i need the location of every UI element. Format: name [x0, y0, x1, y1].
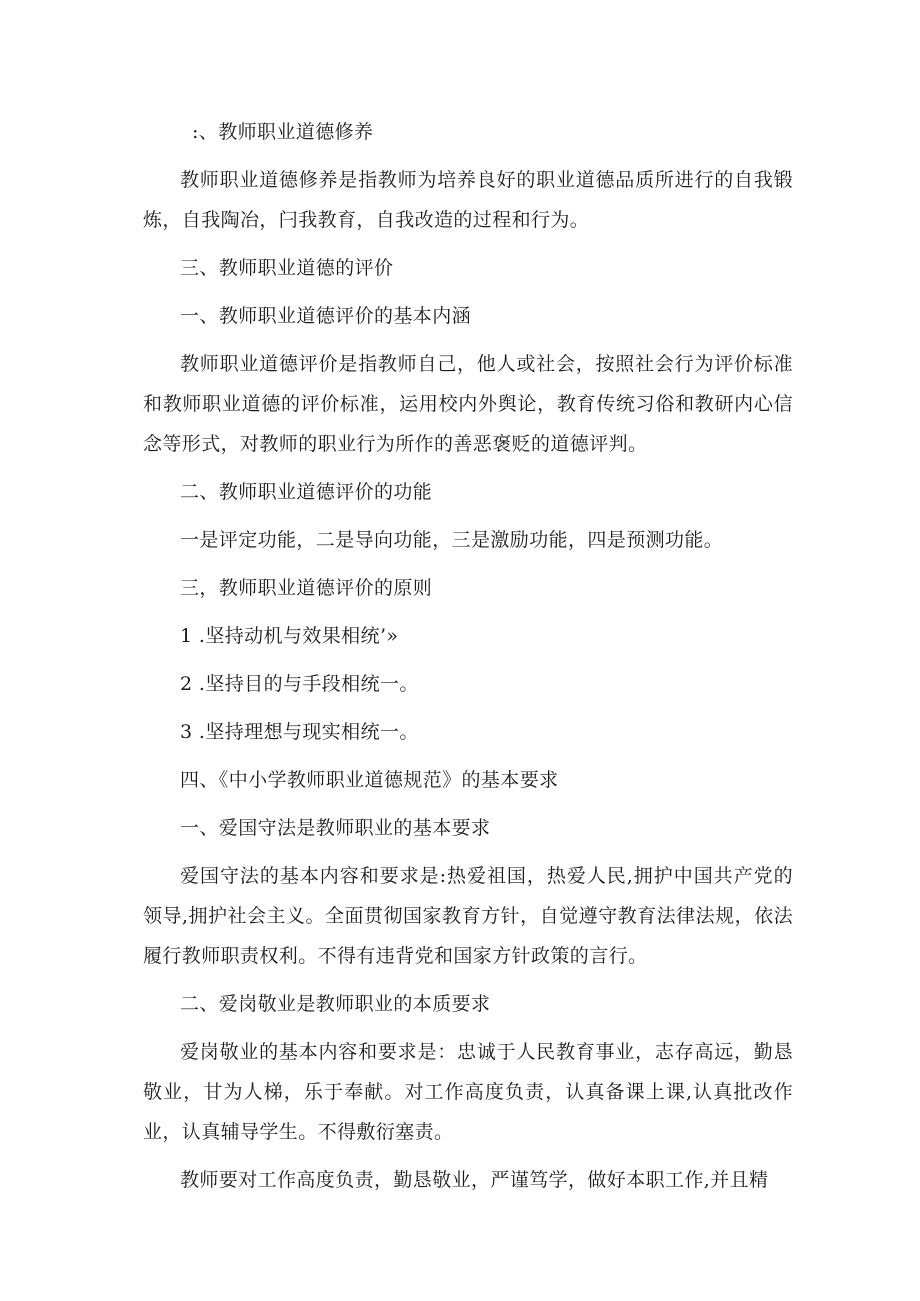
- paragraph-teacher-responsibility: 教师要对工作高度负责，勤恳敬业，严谨笃学，做好本职工作,并且精: [180, 1169, 769, 1191]
- paragraph-patriotism-law: 爱国守法的基本内容和要求是:热爱祖国，热爱人民,拥护中国共产党的领导,拥护社会主义。全面贯彻国家教育方针，自觉遵守教育法律法规，依法履行教师职责权利。不得有违背党和国家方针政策的言行。: [143, 865, 793, 967]
- list-item-principle-3: 3 .坚持理想与现实相统一。: [180, 721, 419, 743]
- document-body: [143, 112, 793, 1200]
- paragraph-evaluation-functions: 一是评定功能，二是导向功能，三是激励功能，四是预测功能。: [180, 529, 724, 551]
- subheading-evaluation-meaning: 一、教师职业道德评价的基本内涵: [180, 305, 472, 327]
- section-heading-moral-evaluation: 三、教师职业道德的评价: [180, 257, 394, 279]
- paragraph-evaluation-definition: 教师职业道德评价是指教师自己，他人或社会，按照社会行为评价标准和教师职业道德的评价标准，运用校内外舆论，教育传统习俗和教研内心信念等形式，对教师的职业行为所作的善恶褒贬的道德评判。: [143, 353, 793, 455]
- list-item-principle-2: 2 .坚持目的与手段相统一。: [180, 673, 419, 695]
- section-heading-teacher-moral-cultivation: :、教师职业道德修养: [192, 121, 374, 143]
- section-heading-code-requirements: 四、《中小学教师职业道德规范》的基本要求: [180, 769, 559, 791]
- paragraph-cultivation-definition: 教师职业道德修养是指教师为培养良好的职业道德品质所进行的自我锻炼，自我陶冶，闩我教育，自我改造的过程和行为。: [143, 169, 793, 231]
- subheading-job-dedication: 二、爱岗敬业是教师职业的本质要求: [180, 993, 491, 1015]
- list-item-principle-1: 1 .坚持动机与效果相统’»: [180, 625, 399, 647]
- paragraph-job-dedication: 爱岗敬业的基本内容和要求是：忠诚于人民教育事业，志存高远，勤恳敬业，甘为人梯，乐于奉献。对工作高度负责，认真备课上课,认真批改作业，认真辅导学生。不得敷衍塞责。: [143, 1041, 793, 1143]
- subheading-patriotism-law: 一、爱国守法是教师职业的基本要求: [180, 817, 491, 839]
- subheading-evaluation-principles: 三，教师职业道德评价的原则: [180, 577, 433, 599]
- subheading-evaluation-functions: 二、教师职业道德评价的功能: [180, 481, 433, 503]
